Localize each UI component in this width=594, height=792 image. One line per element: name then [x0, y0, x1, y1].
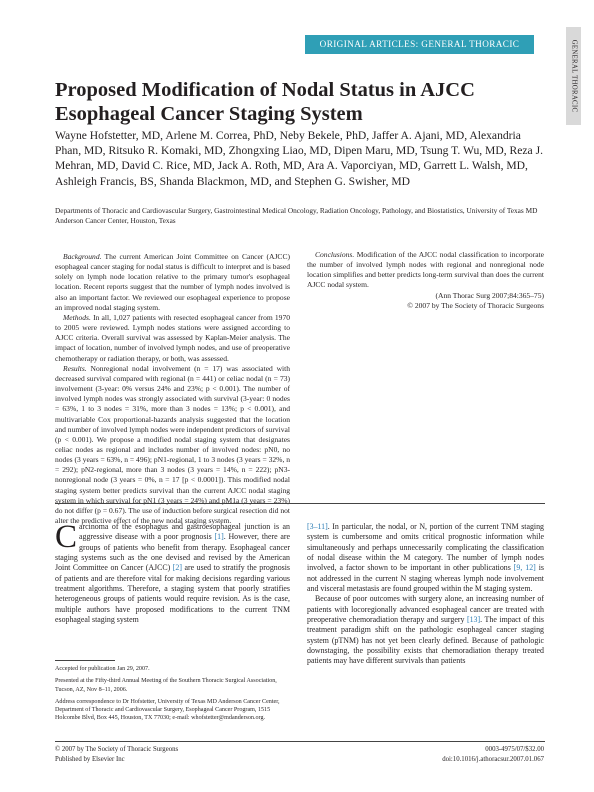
footer-issn: 0003-4975/07/$32.00 [485, 746, 544, 753]
abstract-conclusions-text: Modification of the AJCC nodal classification to incorporate the number of involved lymph nodes with regional and nonregional node location simplifies and better predicts long-term survival than does the current AJCC nodal system. [307, 250, 544, 290]
abstract-divider [55, 503, 545, 504]
abstract-methods-heading: Methods. [63, 312, 91, 322]
body-left-column [55, 519, 291, 625]
reference-link[interactable]: [1] [214, 532, 224, 542]
body-text: . However, there are groups of patients who benefit from therapy. Esophageal cancer staging systems such as the one devised and revised by the American Joint Committee on Cancer (AJCC) [55, 532, 291, 573]
footer-publisher: Published by Elsevier Inc [55, 755, 125, 763]
body-text: . In particular, the nodal, or N, portion of the current TNM staging system is cumbersome and omits critical prognostic information while simultaneously and perhaps unnecessarily complicating the classification of nodal disease within the M category. The number of lymph nodes involved, a factor shown to be important in other publications [307, 522, 544, 573]
reference-link[interactable]: [13] [466, 615, 481, 625]
side-tab-label: GENERAL THORACIC [570, 39, 577, 113]
footnote-accepted: Accepted for publication Jan 29, 2007. [55, 666, 150, 672]
body-paragraph [307, 594, 544, 666]
footnote-address: Address correspondence to Dr Hofstetter, University of Texas MD Anderson Cancer Center, Department of Thoracic and Cardiovascular Surgery, Esophageal Cancer Program, 1515 Holcombe Blvd, Box 445, Houston, TX 77030; e-mail: whofstetter@mdanderson.org. [55, 698, 280, 722]
abstract-conclusions [307, 250, 544, 291]
footer-copyright: © 2007 by The Society of Thoracic Surgeons [55, 746, 179, 753]
abstract-results [55, 364, 290, 527]
reference-link[interactable]: [2] [172, 563, 182, 573]
abstract-background-text: The current American Joint Committee on Cancer (AJCC) esophageal cancer staging for nodal status is difficult to interpret and is based solely on lymph node location relative to the primary tumor's esophageal location. Recent reports suggest that the number of lymph nodes involved is also an important factor. We reviewed our esophageal experience to propose an improved nodal staging system. [55, 252, 290, 312]
abstract-citation: (Ann Thorac Surg 2007;84:365–75) [435, 290, 544, 300]
side-tab [566, 27, 581, 125]
abstract-results-heading: Results. [63, 363, 87, 373]
body-text: . The impact of this treatment paradigm shift on the pathologic esophageal cancer staging system (pTNM) has not yet been clearly defined. Because of pathologic downstaging, the possibility exists that chemoradiation therapy treated patients may have different survivals than patients [307, 615, 544, 666]
article-title: Proposed Modification of Nodal Status in AJCC Esophageal Cancer Staging System [55, 79, 475, 125]
reference-link[interactable]: [9, 12] [513, 563, 536, 573]
footer-right [330, 745, 544, 764]
abstract-methods-text: In all, 1,027 patients with resected esophageal cancer from 1970 to 2005 were reviewed. Lymph nodes stations were assigned according to AJCC criteria. Overall survival was assessed by Kaplan-Meier analysis. The impact of location, number of involved lymph nodes, and use of preoperative chemotherapy or radiation therapy, or both, was assessed. [55, 312, 290, 363]
footer-doi: doi:10.1016/j.athoracsur.2007.01.067 [442, 755, 544, 763]
abstract-background-heading: Background. [63, 252, 102, 261]
intro-paragraph [55, 519, 291, 625]
abstract-left-column [55, 252, 290, 526]
affiliation: Departments of Thoracic and Cardiovascular Surgery, Gastrointestinal Medical Oncology, Radiation Oncology, Pathology, and Biostatistics, University of Texas MD Anderson Cancer Center, Houston, Texas [55, 206, 538, 225]
body-text: Because of poor outcomes with surgery alone, an increasing number of patients with locoregionally advanced esophageal cancer are treated with preoperative chemoradiation therapy and surgery [307, 594, 544, 625]
footnote-divider [55, 660, 115, 661]
drop-cap: C [55, 519, 78, 555]
section-label: ORIGINAL ARTICLES: GENERAL THORACIC [319, 39, 520, 49]
footer-divider [55, 741, 545, 742]
footer-left [55, 745, 285, 764]
footnotes [55, 665, 287, 727]
section-label-band [305, 35, 534, 54]
body-text: arcinoma of the esophagus and gastroesophageal junction is an aggressive disease with a poor prognosis [79, 522, 290, 542]
reference-link[interactable]: [3–11] [307, 522, 328, 531]
abstract-methods [55, 313, 290, 364]
body-right-column [307, 522, 544, 667]
abstract-conclusions-heading: Conclusions. [315, 250, 355, 259]
abstract-background [55, 252, 290, 313]
abstract-copyright: © 2007 by The Society of Thoracic Surgeons [407, 300, 544, 310]
abstract-right-column [307, 250, 544, 311]
abstract-results-text: Nonregional nodal involvement (n = 17) was associated with decreased survival compared with regional (n = 441) or celiac nodal (n = 73) involvement (3-year: 0% versus 24% and 23%; p < 0.001). The number of involved lymph nodes was strongly associated with survival (3-year: 0 nodes = 63%, 1 to 3 nodes = 31%, more than 3 nodes = 13%; p < 0.001), and multivariable Cox proportional-hazards analysis suggested that the location and number of involved lymph nodes were independent predictors of survival (p < 0.001). We propose a modified nodal staging system that designates celiac nodes as regional and includes number of involved nodes: pN0, no nodes (3 years = 63%, n = 496); pN1-regional, 1 to 3 nodes (3 years = 32%, n = 292); pN2-regional, more than 3 nodes (3 years = 14%, n = 222); pN3-nonregional node (3 years = 0%, n = 17 [p < 0.0001]). This modified nodal staging system better predicts survival than the current AJCC nodal staging system in which survival for pN1 (3 years = 24%) and pM1a (3 years = 23%) do not differ (p = 0.67). The use of induction before surgical resection did not alter the predictive effect of the new nodal staging system. [55, 363, 290, 526]
footnote-presented: Presented at the Fifty-third Annual Meeting of the Southern Thoracic Surgical Association, Tucson, AZ, Nov 8–11, 2006. [55, 678, 277, 693]
body-paragraph [307, 522, 544, 594]
body-text: is not addressed in the current N staging whereas lymph node involvement and visceral metastasis are found grouped within the M staging system. [307, 563, 544, 594]
body-text: are used to stratify the prognosis of patients and are therefore vital for making decisions regarding various treatment algorithms. Therefore, a staging system that poorly stratifies heterogeneous groups of patients would require revision. As is the case, multiple authors have proposed modifications to the current TNM esophageal staging system [55, 563, 290, 625]
author-list: Wayne Hofstetter, MD, Arlene M. Correa, PhD, Neby Bekele, PhD, Jaffer A. Ajani, MD, Alexandria Phan, MD, Ritsuko R. Komaki, MD, Zhongxing Liao, MD, Dipen Maru, MD, Tsung T. Wu, MD, Reza J. Mehran, MD, David C. Rice, MD, Jack A. Roth, MD, Ara A. Vaporciyan, MD, Garrett L. Walsh, MD, Ashleigh Francis, BS, Shanda Blackmon, MD, and Stephen G. Swisher, MD [55, 129, 544, 188]
